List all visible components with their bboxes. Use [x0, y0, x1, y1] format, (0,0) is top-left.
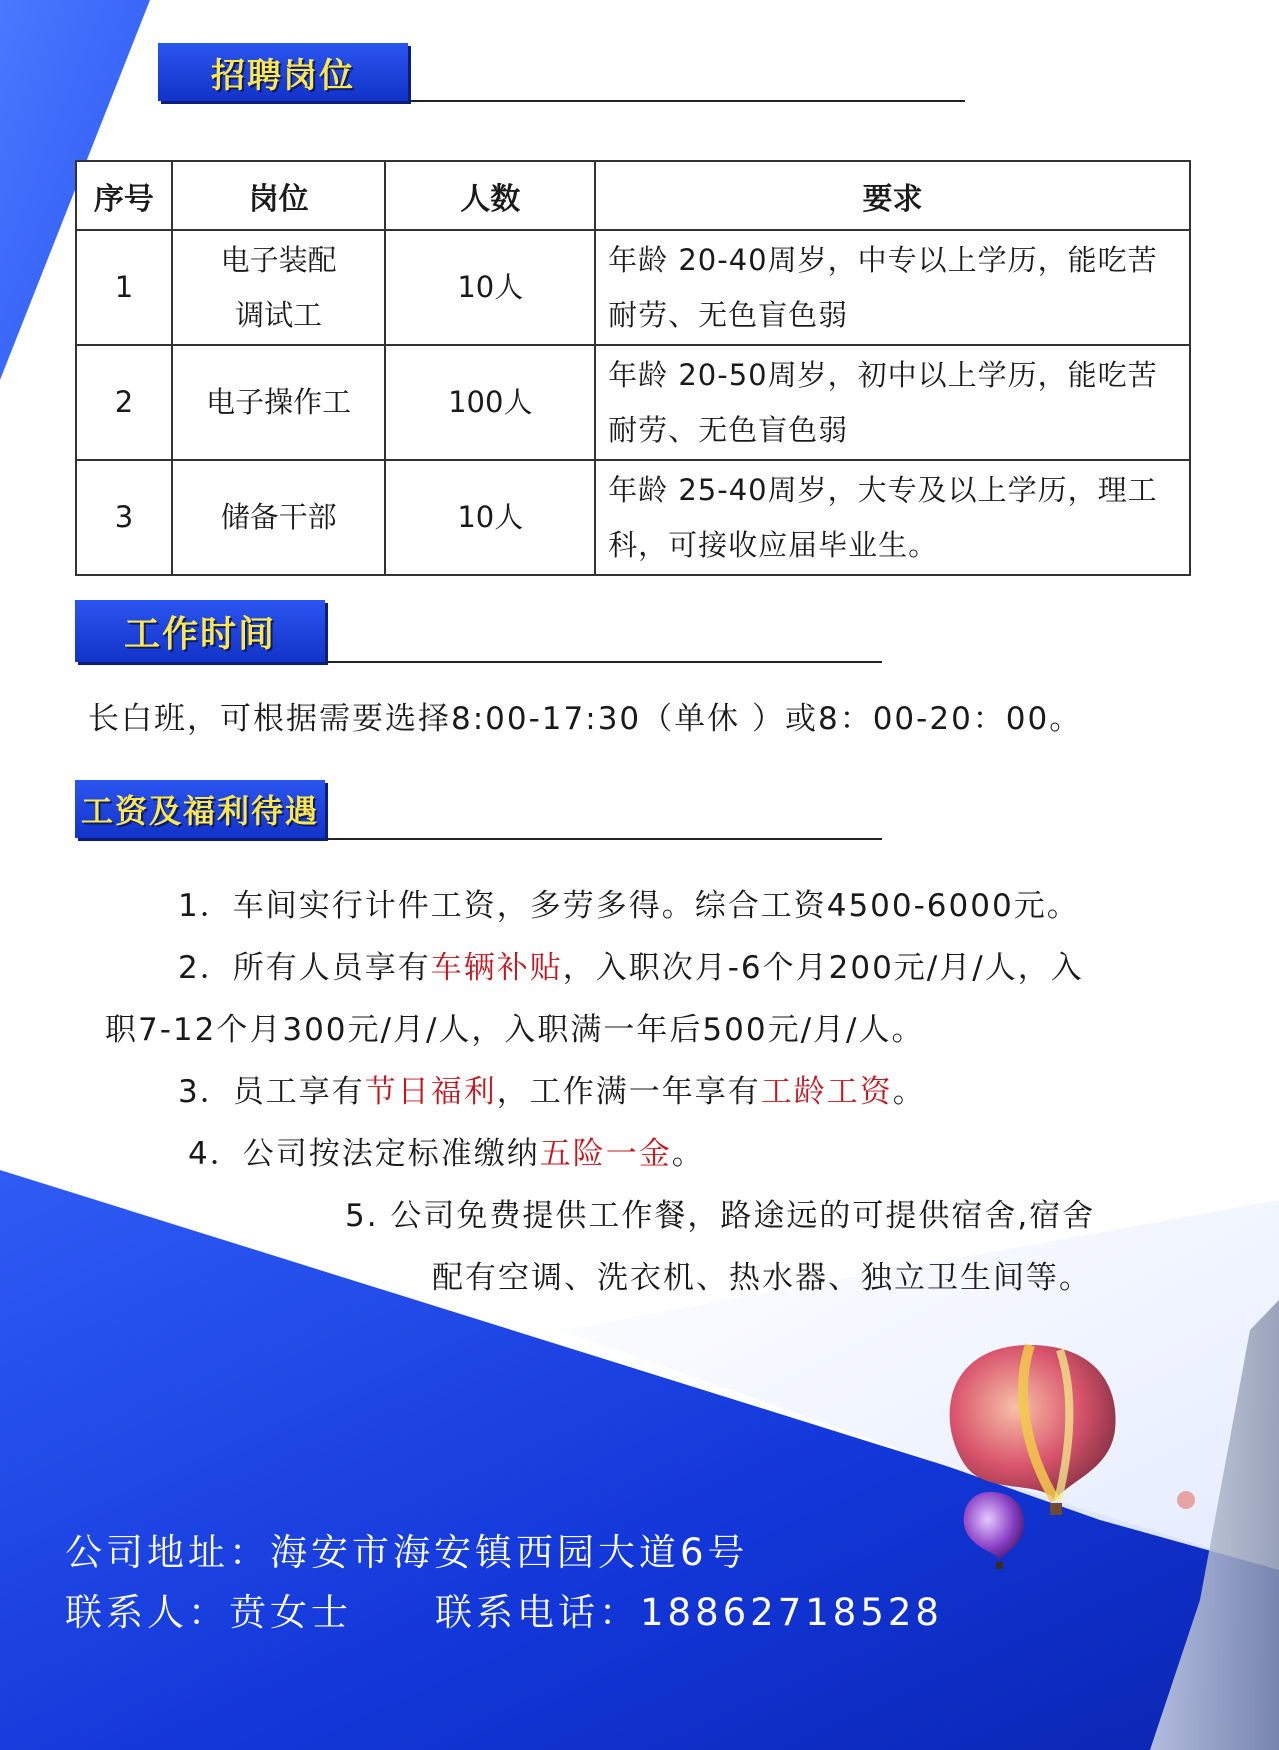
- highlight-vehicle-subsidy: 车辆补贴: [430, 950, 563, 986]
- requirement-line: 耐劳、无色盲色弱: [608, 412, 849, 447]
- header-position: 岗位: [172, 161, 386, 230]
- header-no: 序号: [76, 161, 172, 230]
- row-requirements: [595, 460, 1190, 575]
- row-requirements: [595, 230, 1190, 345]
- requirement-line: 年龄 20-50周岁，初中以上学历，能吃苦: [608, 357, 1158, 392]
- highlight-insurance: 五险一金: [539, 1136, 672, 1172]
- table-row: [76, 460, 1190, 575]
- benefit-text: 4．公司按法定标准缴纳: [188, 1136, 540, 1172]
- requirement-line: 年龄 20-40周岁，中专以上学历，能吃苦: [608, 242, 1158, 277]
- section-divider: [410, 100, 965, 102]
- section-divider: [327, 661, 882, 663]
- highlight-holiday-benefit: 节日福利: [364, 1074, 497, 1110]
- row-count: 100人: [385, 345, 595, 460]
- benefit-item-3: [178, 1066, 926, 1111]
- section-divider: [327, 838, 882, 840]
- benefit-text: 。: [671, 1136, 705, 1172]
- benefit-text: 。: [892, 1074, 926, 1110]
- benefit-item-5: 5. 公司免费提供工作餐，路途远的可提供宿舍,宿舍: [345, 1198, 1096, 1234]
- benefit-text: 3．员工享有: [178, 1074, 365, 1110]
- table-header-row: [76, 161, 1190, 230]
- row-position: 电子操作工: [172, 345, 386, 460]
- position-line: 调试工: [235, 297, 323, 332]
- positions-table: [75, 160, 1191, 576]
- row-position: [172, 230, 386, 345]
- requirement-line: 年龄 25-40周岁，大专及以上学历，理工: [608, 472, 1158, 507]
- section-title-salary: 工资及福利待遇: [75, 780, 325, 838]
- row-no: 1: [76, 230, 172, 345]
- requirement-line: 耐劳、无色盲色弱: [608, 297, 849, 332]
- header-count: 人数: [385, 161, 595, 230]
- benefit-item-5-cont: 配有空调、洗衣机、热水器、独立卫生间等。: [432, 1260, 1092, 1296]
- benefit-item-4: [188, 1128, 705, 1173]
- position-line: 电子装配: [220, 242, 337, 277]
- contact-phone: 联系电话：18862718528: [435, 1591, 943, 1634]
- benefit-item-1: 1．车间实行计件工资，多劳多得。综合工资4500-6000元。: [178, 888, 1080, 924]
- header-requirements: 要求: [595, 161, 1190, 230]
- row-count: 10人: [385, 460, 595, 575]
- benefit-item-2-cont: 职7-12个月300元/月/人，入职满一年后500元/月/人。: [105, 1012, 925, 1048]
- row-no: 3: [76, 460, 172, 575]
- contact-person: 联系人：贲女士: [65, 1591, 352, 1634]
- hot-air-balloon-tiny: [1177, 1491, 1195, 1509]
- benefit-text: ，工作满一年享有: [496, 1074, 761, 1110]
- row-position: 储备干部: [172, 460, 386, 575]
- section-title-hours: 工作时间: [75, 600, 325, 662]
- work-hours-text: 长白班，可根据需要选择8:00-17:30（单休 ）或8：00-20：00。: [88, 701, 1083, 737]
- table-row: [76, 345, 1190, 460]
- company-address: 公司地址：海安市海安镇西园大道6号: [65, 1531, 749, 1574]
- section-title-positions: 招聘岗位: [158, 43, 408, 101]
- requirement-line: 科，可接收应届毕业生。: [608, 527, 939, 562]
- row-requirements: [595, 345, 1190, 460]
- row-count: 10人: [385, 230, 595, 345]
- benefit-text: 2．所有人员享有: [178, 950, 431, 986]
- benefit-text: ，入职次月-6个月200元/月/人，入: [562, 950, 1084, 986]
- benefit-item-2: [178, 942, 1084, 987]
- highlight-seniority-pay: 工龄工资: [760, 1074, 893, 1110]
- table-row: [76, 230, 1190, 345]
- row-no: 2: [76, 345, 172, 460]
